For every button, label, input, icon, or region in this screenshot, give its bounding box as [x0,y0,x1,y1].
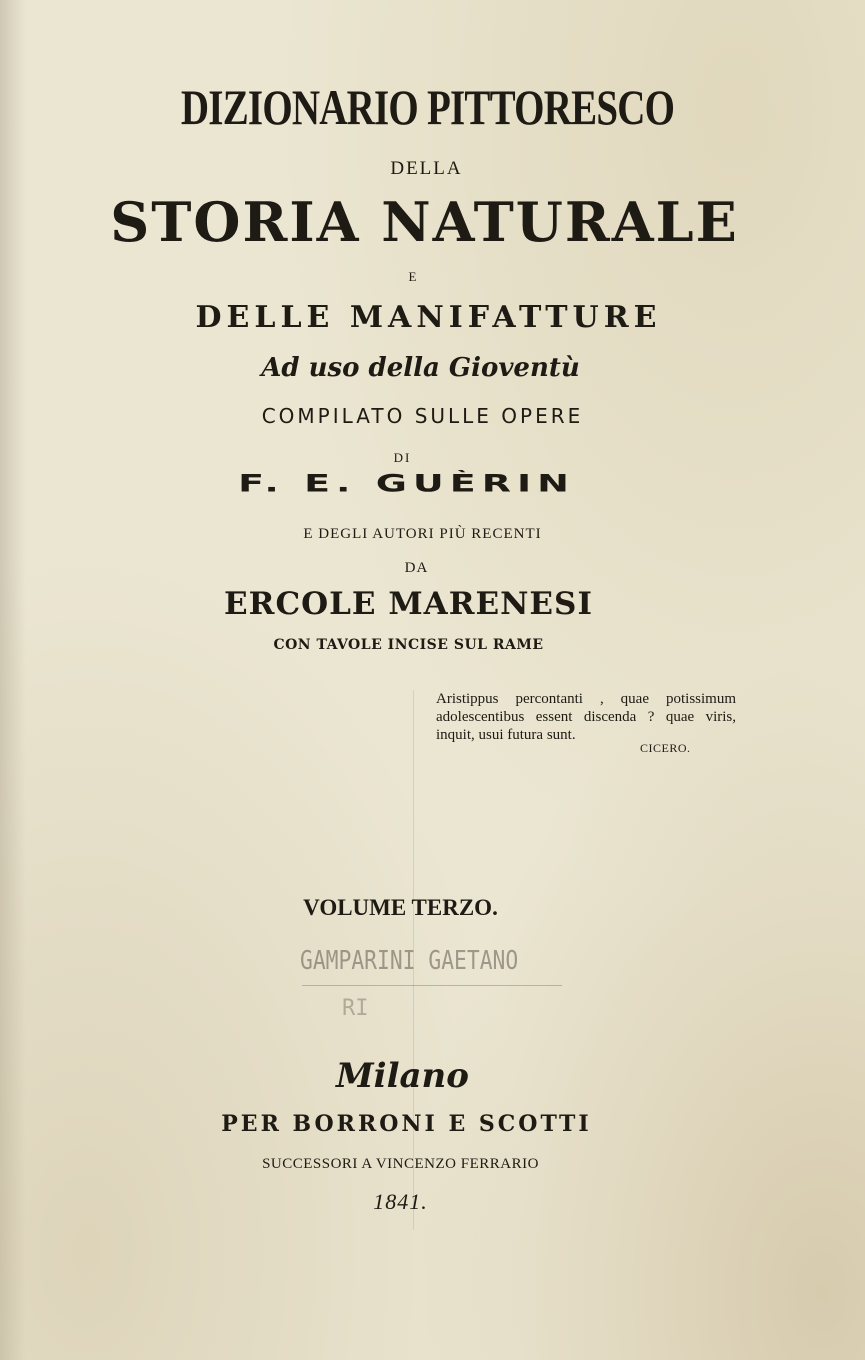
stamp-rule [302,985,562,986]
ownership-stamp: GAMPARINI GAETANO [300,946,519,976]
ownership-stamp-sub: RI [342,996,369,1021]
main-title: DIZIONARIO PITTORESCO [180,79,675,135]
volume-label: VOLUME TERZO. [303,895,498,920]
compiled-line: COMPILATO SULLE OPERE [261,404,584,428]
editor-name: ERCOLE MARENESI [224,586,593,622]
plates-line: CON TAVOLE INCISE SUL RAME [273,637,544,653]
title-conjunction: E [408,269,417,284]
di-line: DI [393,450,412,465]
epigraph-text: Aristippus percontanti , quae potissimum adolescentibus essent discenda ? quae viris, inquit, usui futura sunt. [436,691,736,743]
da-line: DA [404,560,429,576]
imprint-city: Milano [336,1056,469,1096]
other-authors-line: E DEGLI AUTORI PIÙ RECENTI [303,526,542,542]
title-manifatture: DELLE MANIFATTURE [195,300,662,335]
imprint-publisher: PER BORRONI E SCOTTI [221,1111,592,1137]
author-name: F. E. GUÈRIN [238,470,575,498]
title-della: DELLA [390,158,463,179]
title-gioventu: Ad uso della Gioventù [261,353,580,383]
epigraph-author: CICERO. [640,741,691,755]
imprint-year: 1841. [373,1189,428,1214]
imprint-successors: SUCCESSORI A VINCENZO FERRARIO [262,1156,539,1172]
title-storia-naturale: STORIA NATURALE [110,190,739,254]
